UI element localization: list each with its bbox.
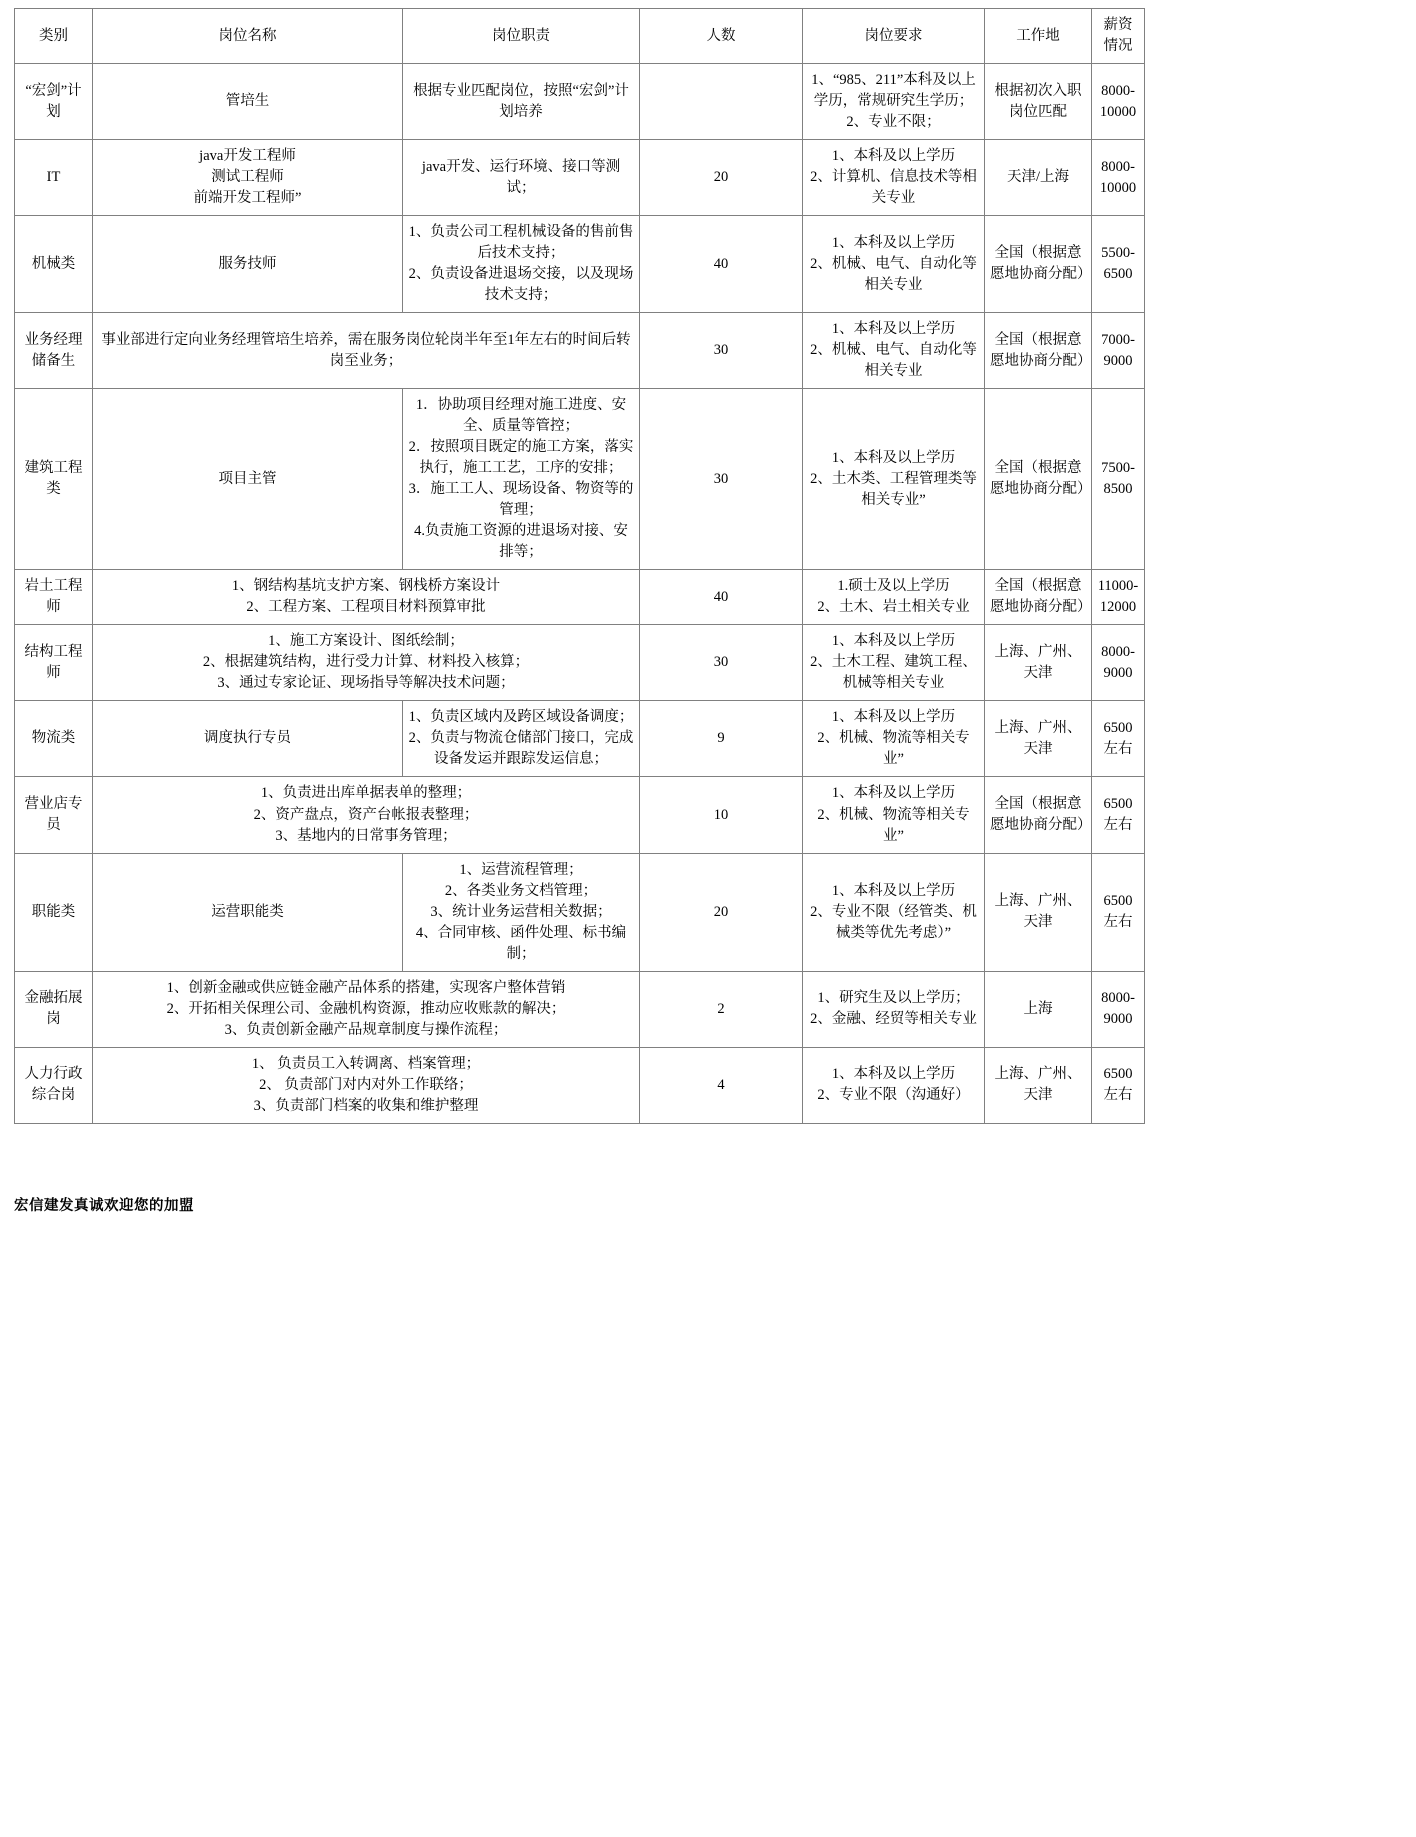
table-row bbox=[15, 701, 1145, 777]
cell-requirement: 1、本科及以上学历 2、土木工程、建筑工程、机械等相关专业 bbox=[803, 625, 985, 701]
table-header-row bbox=[15, 9, 1145, 64]
cell-category: 岩土工程师 bbox=[15, 570, 93, 625]
cell-category: 物流类 bbox=[15, 701, 93, 777]
cell-count: 4 bbox=[640, 1047, 803, 1123]
table-row bbox=[15, 140, 1145, 216]
cell-requirement: 1.硕士及以上学历 2、土木、岩土相关专业 bbox=[803, 570, 985, 625]
cell-count: 30 bbox=[640, 313, 803, 389]
table-row bbox=[15, 625, 1145, 701]
cell-location: 全国（根据意愿地协商分配） bbox=[985, 570, 1092, 625]
cell-position-name: 1、钢结构基坑支护方案、钢栈桥方案设计 2、工程方案、工程项目材料预算审批 bbox=[93, 570, 640, 625]
cell-salary: 7000-9000 bbox=[1092, 313, 1145, 389]
cell-requirement: 1、本科及以上学历 2、机械、物流等相关专业” bbox=[803, 777, 985, 853]
cell-requirement: 1、“985、211”本科及以上学历，常规研究生学历； 2、专业不限； bbox=[803, 64, 985, 140]
cell-position-name: 1、施工方案设计、图纸绘制； 2、根据建筑结构，进行受力计算、材料投入核算； 3、通过专家论证、现场指导等解决技术问题； bbox=[93, 625, 640, 701]
cell-salary: 11000-12000 bbox=[1092, 570, 1145, 625]
cell-position-name: 1、创新金融或供应链金融产品体系的搭建，实现客户整体营销 2、开拓相关保理公司、金融机构资源，推动应收账款的解决； 3、负责创新金融产品规章制度与操作流程； bbox=[93, 971, 640, 1047]
cell-location: 上海、广州、天津 bbox=[985, 625, 1092, 701]
cell-salary: 6500左右 bbox=[1092, 777, 1145, 853]
cell-category: 人力行政综合岗 bbox=[15, 1047, 93, 1123]
cell-position-name: 项目主管 bbox=[93, 389, 403, 570]
cell-requirement: 1、研究生及以上学历； 2、金融、经贸等相关专业 bbox=[803, 971, 985, 1047]
cell-position-name: 管培生 bbox=[93, 64, 403, 140]
table-body bbox=[15, 64, 1145, 1124]
cell-salary: 6500左右 bbox=[1092, 853, 1145, 971]
cell-category: 金融拓展岗 bbox=[15, 971, 93, 1047]
cell-salary: 8000-9000 bbox=[1092, 971, 1145, 1047]
table-row bbox=[15, 777, 1145, 853]
cell-location: 根据初次入职岗位匹配 bbox=[985, 64, 1092, 140]
cell-category: 营业店专员 bbox=[15, 777, 93, 853]
cell-duty: 1、负责公司工程机械设备的售前售后技术支持； 2、负责设备进退场交接，以及现场技术支持； bbox=[403, 216, 640, 313]
cell-position-name: 服务技师 bbox=[93, 216, 403, 313]
column-header-position-name: 岗位名称 bbox=[93, 9, 403, 64]
cell-category: “宏剑”计划 bbox=[15, 64, 93, 140]
cell-location: 上海、广州、天津 bbox=[985, 1047, 1092, 1123]
cell-count: 40 bbox=[640, 570, 803, 625]
cell-location: 全国（根据意愿地协商分配） bbox=[985, 216, 1092, 313]
cell-category: 建筑工程类 bbox=[15, 389, 93, 570]
cell-salary: 6500左右 bbox=[1092, 1047, 1145, 1123]
cell-position-name: 1、负责进出库单据表单的整理； 2、资产盘点，资产台帐报表整理； 3、基地内的日常事务管理； bbox=[93, 777, 640, 853]
cell-category: 机械类 bbox=[15, 216, 93, 313]
cell-requirement: 1、本科及以上学历 2、机械、电气、自动化等相关专业 bbox=[803, 216, 985, 313]
cell-salary: 5500-6500 bbox=[1092, 216, 1145, 313]
column-header-requirement: 岗位要求 bbox=[803, 9, 985, 64]
cell-duty: java开发、运行环境、接口等测试； bbox=[403, 140, 640, 216]
cell-location: 全国（根据意愿地协商分配） bbox=[985, 389, 1092, 570]
cell-salary: 7500-8500 bbox=[1092, 389, 1145, 570]
cell-requirement: 1、本科及以上学历 2、专业不限（沟通好） bbox=[803, 1047, 985, 1123]
cell-position-name: 运营职能类 bbox=[93, 853, 403, 971]
cell-count: 20 bbox=[640, 140, 803, 216]
table-row bbox=[15, 853, 1145, 971]
table-row bbox=[15, 389, 1145, 570]
cell-duty: 1、运营流程管理； 2、各类业务文档管理； 3、统计业务运营相关数据； 4、合同审核、函件处理、标书编制； bbox=[403, 853, 640, 971]
table-row bbox=[15, 1047, 1145, 1123]
column-header-salary: 薪资情况 bbox=[1092, 9, 1145, 64]
cell-count: 9 bbox=[640, 701, 803, 777]
column-header-location: 工作地 bbox=[985, 9, 1092, 64]
cell-position-name: 事业部进行定向业务经理管培生培养，需在服务岗位轮岗半年至1年左右的时间后转岗至业务； bbox=[93, 313, 640, 389]
footer-note: 宏信建发真诚欢迎您的加盟 bbox=[14, 1197, 194, 1214]
cell-requirement: 1、本科及以上学历 2、机械、物流等相关专业” bbox=[803, 701, 985, 777]
table-row bbox=[15, 570, 1145, 625]
table-row bbox=[15, 216, 1145, 313]
column-header-duty: 岗位职责 bbox=[403, 9, 640, 64]
cell-count: 10 bbox=[640, 777, 803, 853]
cell-duty: 根据专业匹配岗位，按照“宏剑”计划培养 bbox=[403, 64, 640, 140]
cell-requirement: 1、本科及以上学历 2、计算机、信息技术等相关专业 bbox=[803, 140, 985, 216]
cell-location: 全国（根据意愿地协商分配） bbox=[985, 313, 1092, 389]
cell-count: 2 bbox=[640, 971, 803, 1047]
cell-category: 结构工程师 bbox=[15, 625, 93, 701]
cell-position-name: 调度执行专员 bbox=[93, 701, 403, 777]
cell-salary: 6500左右 bbox=[1092, 701, 1145, 777]
cell-location: 上海、广州、天津 bbox=[985, 853, 1092, 971]
cell-requirement: 1、本科及以上学历 2、专业不限（经管类、机械类等优先考虑）” bbox=[803, 853, 985, 971]
cell-salary: 8000-10000 bbox=[1092, 140, 1145, 216]
cell-requirement: 1、本科及以上学历 2、机械、电气、自动化等相关专业 bbox=[803, 313, 985, 389]
cell-salary: 8000-9000 bbox=[1092, 625, 1145, 701]
cell-category: 职能类 bbox=[15, 853, 93, 971]
cell-duty: 1、负责区域内及跨区域设备调度； 2、负责与物流仓储部门接口，完成设备发运并跟踪发运信息； bbox=[403, 701, 640, 777]
cell-requirement: 1、本科及以上学历 2、土木类、工程管理类等相关专业” bbox=[803, 389, 985, 570]
cell-count: 30 bbox=[640, 389, 803, 570]
table-head bbox=[15, 9, 1145, 64]
cell-duty: 1．协助项目经理对施工进度、安全、质量等管控； 2．按照项目既定的施工方案，落实执行，施工工艺，工序的安排； 3．施工工人、现场设备、物资等的管理； 4.负责施工资源的进退场对接、安排等； bbox=[403, 389, 640, 570]
table-row bbox=[15, 313, 1145, 389]
cell-location: 天津/上海 bbox=[985, 140, 1092, 216]
column-header-category: 类别 bbox=[15, 9, 93, 64]
table-row bbox=[15, 64, 1145, 140]
job-listing-table bbox=[14, 8, 1145, 1124]
cell-count: 20 bbox=[640, 853, 803, 971]
cell-count: 30 bbox=[640, 625, 803, 701]
cell-position-name: 1、 负责员工入转调离、档案管理； 2、 负责部门对内对外工作联络； 3、负责部门档案的收集和维护整理 bbox=[93, 1047, 640, 1123]
cell-location: 全国（根据意愿地协商分配） bbox=[985, 777, 1092, 853]
cell-category: 业务经理储备生 bbox=[15, 313, 93, 389]
column-header-count: 人数 bbox=[640, 9, 803, 64]
cell-position-name: java开发工程师 测试工程师 前端开发工程师” bbox=[93, 140, 403, 216]
cell-location: 上海、广州、天津 bbox=[985, 701, 1092, 777]
cell-count bbox=[640, 64, 803, 140]
cell-salary: 8000-10000 bbox=[1092, 64, 1145, 140]
cell-category: IT bbox=[15, 140, 93, 216]
cell-location: 上海 bbox=[985, 971, 1092, 1047]
cell-count: 40 bbox=[640, 216, 803, 313]
table-row bbox=[15, 971, 1145, 1047]
